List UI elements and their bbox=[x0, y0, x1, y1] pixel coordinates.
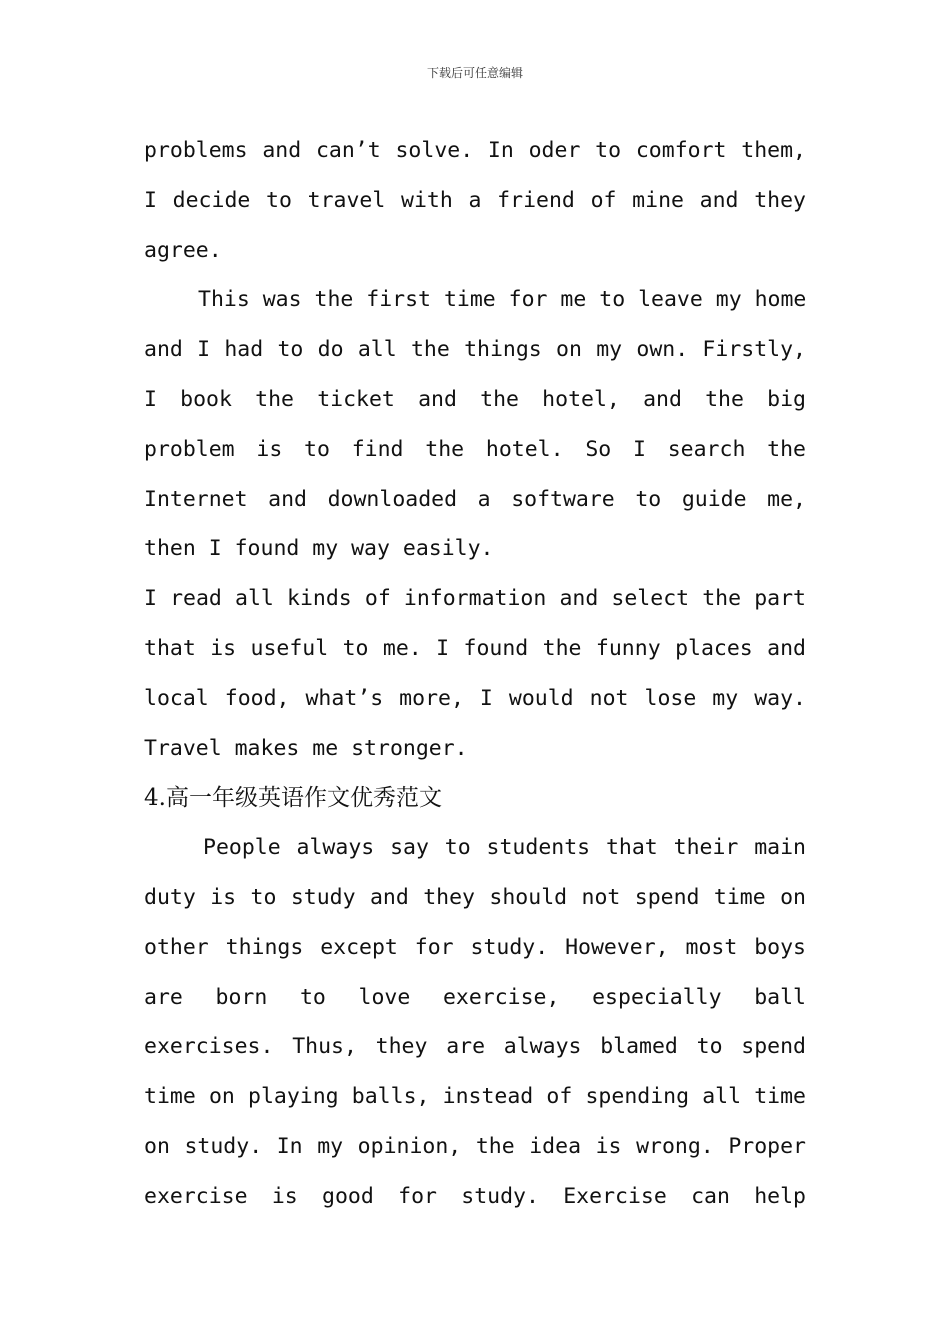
body-text-line: Internet and downloaded a software to guide me, bbox=[144, 487, 806, 512]
body-text-line: that is useful to me. I found the funny places and bbox=[144, 636, 806, 661]
body-text-line: agree. bbox=[144, 238, 222, 263]
section-heading: 4.高一年级英语作文优秀范文 bbox=[144, 785, 442, 811]
page-header: 下载后可任意编辑 bbox=[426, 66, 523, 80]
body-text-line: local food, what’s more, I would not lose my way. bbox=[144, 686, 806, 711]
body-text-line: exercise is good for study. Exercise can help bbox=[144, 1184, 806, 1209]
body-text-line: This was the first time for me to leave my home bbox=[198, 287, 807, 312]
body-text-line: then I found my way easily. bbox=[144, 536, 494, 561]
body-text-line: I book the ticket and the hotel, and the big bbox=[144, 387, 806, 412]
body-text-line: I read all kinds of information and select the part bbox=[144, 586, 806, 611]
body-text-line: I decide to travel with a friend of mine and they bbox=[144, 188, 806, 213]
body-text-line: exercises. Thus, they are always blamed to spend bbox=[144, 1034, 806, 1059]
body-text-line: Travel makes me stronger. bbox=[144, 736, 468, 761]
body-text-line: problems and can’t solve. In oder to comfort them, bbox=[144, 138, 806, 163]
body-text-line: and I had to do all the things on my own. Firstly, bbox=[144, 337, 806, 362]
body-text-line: are born to love exercise, especially ball bbox=[144, 985, 806, 1010]
body-text-line: time on playing balls, instead of spending all time bbox=[144, 1084, 806, 1109]
body-text-line: on study. In my opinion, the idea is wrong. Proper bbox=[144, 1134, 806, 1159]
body-text-line: problem is to find the hotel. So I search the bbox=[144, 437, 806, 462]
body-text-line: duty is to study and they should not spend time on bbox=[144, 885, 806, 910]
body-text-line: People always say to students that their main bbox=[203, 835, 806, 860]
body-text-line: other things except for study. However, most boys bbox=[144, 935, 806, 960]
